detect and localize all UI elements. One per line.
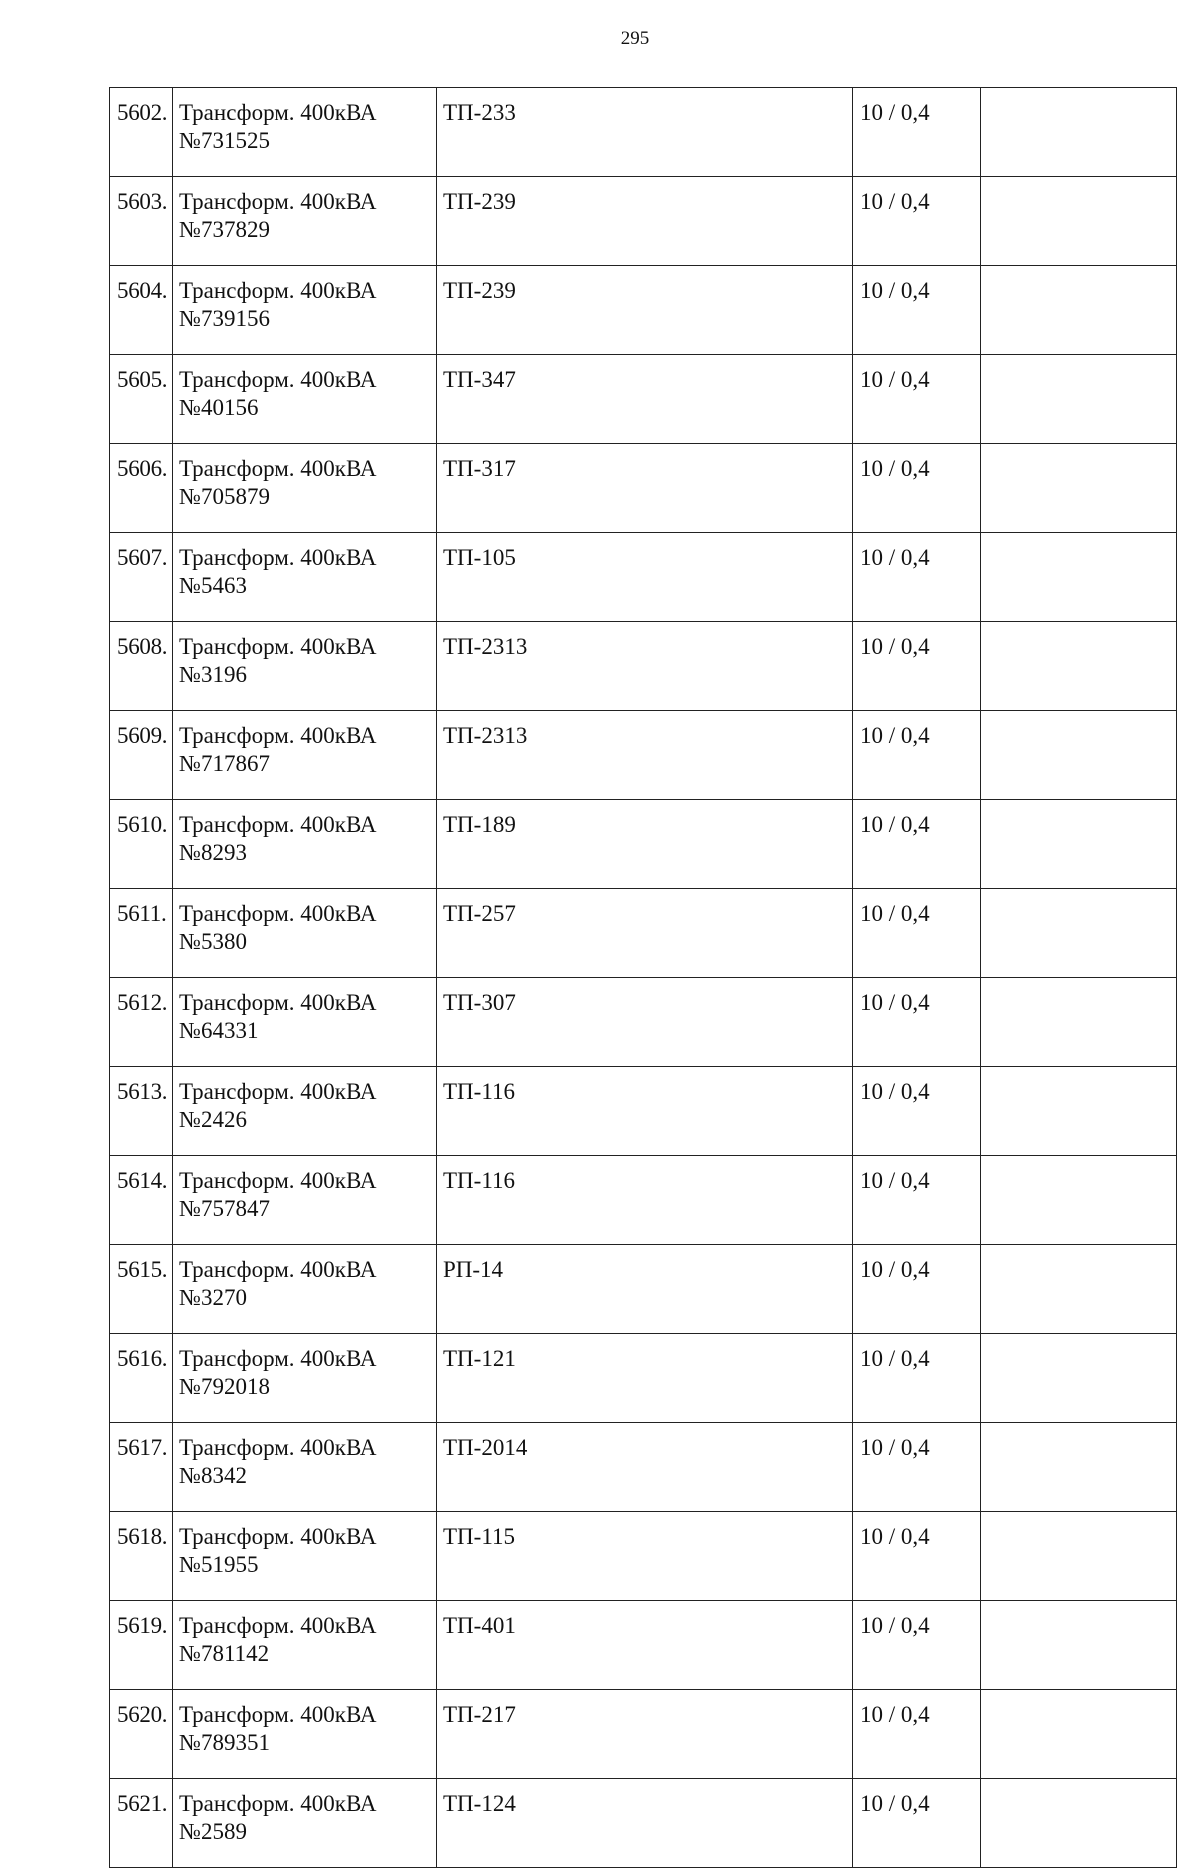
equipment-name: Трансформ. 400кВА — [179, 1079, 377, 1104]
row-number: 5616. — [117, 1346, 168, 1371]
location: ТП-121 — [443, 1346, 516, 1371]
table-row — [110, 1156, 1177, 1245]
equipment-serial: №8293 — [179, 840, 247, 865]
voltage-cell — [853, 1423, 981, 1512]
row-number: 5619. — [117, 1613, 168, 1638]
location-cell — [437, 533, 853, 622]
location: ТП-116 — [443, 1079, 515, 1104]
equipment-name-cell — [173, 1067, 437, 1156]
voltage: 10 / 0,4 — [860, 723, 930, 748]
table-row — [110, 533, 1177, 622]
empty-cell — [981, 266, 1177, 355]
equipment-serial: №5463 — [179, 573, 247, 598]
voltage: 10 / 0,4 — [860, 901, 930, 926]
location: ТП-115 — [443, 1524, 515, 1549]
equipment-name: Трансформ. 400кВА — [179, 1435, 377, 1460]
equipment-name: Трансформ. 400кВА — [179, 1346, 377, 1371]
equipment-name-cell — [173, 711, 437, 800]
empty-cell — [981, 1423, 1177, 1512]
row-number: 5620. — [117, 1702, 168, 1727]
row-number-cell — [110, 444, 173, 533]
location: ТП-2014 — [443, 1435, 528, 1460]
equipment-serial: №737829 — [179, 217, 270, 242]
row-number: 5617. — [117, 1435, 168, 1460]
equipment-name: Трансформ. 400кВА — [179, 189, 377, 214]
row-number: 5611. — [117, 901, 167, 926]
equipment-name: Трансформ. 400кВА — [179, 278, 377, 303]
row-number-cell — [110, 1245, 173, 1334]
table-row — [110, 355, 1177, 444]
voltage-cell — [853, 533, 981, 622]
equipment-serial: №51955 — [179, 1552, 259, 1577]
empty-cell — [981, 1690, 1177, 1779]
voltage: 10 / 0,4 — [860, 1168, 930, 1193]
row-number-cell — [110, 1512, 173, 1601]
equipment-name: Трансформ. 400кВА — [179, 1613, 377, 1638]
voltage-cell — [853, 889, 981, 978]
row-number: 5606. — [117, 456, 168, 481]
equipment-name: Трансформ. 400кВА — [179, 723, 377, 748]
location: ТП-307 — [443, 990, 516, 1015]
equipment-name: Трансформ. 400кВА — [179, 1791, 377, 1816]
table-row — [110, 978, 1177, 1067]
row-number: 5602. — [117, 100, 168, 125]
table-row — [110, 1690, 1177, 1779]
location: ТП-189 — [443, 812, 516, 837]
location: ТП-217 — [443, 1702, 516, 1727]
voltage-cell — [853, 1156, 981, 1245]
equipment-name-cell — [173, 1779, 437, 1868]
row-number: 5603. — [117, 189, 168, 214]
location: ТП-2313 — [443, 634, 528, 659]
empty-cell — [981, 622, 1177, 711]
table-body — [110, 88, 1177, 1868]
equipment-name-cell — [173, 1423, 437, 1512]
row-number-cell — [110, 1067, 173, 1156]
voltage: 10 / 0,4 — [860, 1791, 930, 1816]
location-cell — [437, 1690, 853, 1779]
equipment-name: Трансформ. 400кВА — [179, 1257, 377, 1282]
empty-cell — [981, 889, 1177, 978]
voltage-cell — [853, 1067, 981, 1156]
location: ТП-239 — [443, 189, 516, 214]
equipment-name-cell — [173, 1245, 437, 1334]
equipment-name-cell — [173, 1601, 437, 1690]
voltage-cell — [853, 444, 981, 533]
row-number: 5610. — [117, 812, 168, 837]
row-number-cell — [110, 355, 173, 444]
voltage-cell — [853, 1334, 981, 1423]
empty-cell — [981, 1245, 1177, 1334]
voltage-cell — [853, 711, 981, 800]
equipment-name-cell — [173, 533, 437, 622]
row-number: 5605. — [117, 367, 168, 392]
voltage-cell — [853, 355, 981, 444]
row-number-cell — [110, 1334, 173, 1423]
row-number-cell — [110, 800, 173, 889]
location-cell — [437, 1601, 853, 1690]
row-number-cell — [110, 177, 173, 266]
voltage: 10 / 0,4 — [860, 1613, 930, 1638]
row-number-cell — [110, 622, 173, 711]
row-number: 5614. — [117, 1168, 168, 1193]
equipment-name: Трансформ. 400кВА — [179, 1168, 377, 1193]
location-cell — [437, 1067, 853, 1156]
equipment-name: Трансформ. 400кВА — [179, 1524, 377, 1549]
equipment-serial: №731525 — [179, 128, 270, 153]
table-row — [110, 1601, 1177, 1690]
empty-cell — [981, 444, 1177, 533]
equipment-name-cell — [173, 1512, 437, 1601]
table-row — [110, 266, 1177, 355]
row-number: 5621. — [117, 1791, 168, 1816]
equipment-name-cell — [173, 444, 437, 533]
voltage-cell — [853, 1512, 981, 1601]
empty-cell — [981, 1512, 1177, 1601]
voltage: 10 / 0,4 — [860, 1435, 930, 1460]
table-row — [110, 1423, 1177, 1512]
empty-cell — [981, 88, 1177, 177]
location: ТП-124 — [443, 1791, 516, 1816]
table-row — [110, 1779, 1177, 1868]
location-cell — [437, 1423, 853, 1512]
location: ТП-233 — [443, 100, 516, 125]
location-cell — [437, 978, 853, 1067]
location: ТП-347 — [443, 367, 516, 392]
equipment-name-cell — [173, 889, 437, 978]
equipment-name: Трансформ. 400кВА — [179, 1702, 377, 1727]
voltage-cell — [853, 1690, 981, 1779]
location-cell — [437, 1334, 853, 1423]
row-number-cell — [110, 1156, 173, 1245]
row-number-cell — [110, 889, 173, 978]
voltage-cell — [853, 266, 981, 355]
equipment-table — [109, 87, 1177, 1868]
row-number: 5607. — [117, 545, 168, 570]
row-number: 5609. — [117, 723, 168, 748]
location: ТП-239 — [443, 278, 516, 303]
voltage: 10 / 0,4 — [860, 189, 930, 214]
location-cell — [437, 1156, 853, 1245]
page-number: 295 — [620, 28, 650, 49]
location-cell — [437, 444, 853, 533]
equipment-name: Трансформ. 400кВА — [179, 545, 377, 570]
location: ТП-257 — [443, 901, 516, 926]
equipment-serial: №757847 — [179, 1196, 270, 1221]
voltage: 10 / 0,4 — [860, 1346, 930, 1371]
empty-cell — [981, 1334, 1177, 1423]
location: ТП-317 — [443, 456, 516, 481]
equipment-name: Трансформ. 400кВА — [179, 990, 377, 1015]
table-row — [110, 1334, 1177, 1423]
equipment-serial: №5380 — [179, 929, 247, 954]
voltage-cell — [853, 622, 981, 711]
equipment-serial: №789351 — [179, 1730, 270, 1755]
location-cell — [437, 889, 853, 978]
empty-cell — [981, 1601, 1177, 1690]
equipment-serial: №3270 — [179, 1285, 247, 1310]
voltage: 10 / 0,4 — [860, 1702, 930, 1727]
location-cell — [437, 711, 853, 800]
empty-cell — [981, 800, 1177, 889]
location-cell — [437, 1512, 853, 1601]
voltage: 10 / 0,4 — [860, 1257, 930, 1282]
row-number: 5615. — [117, 1257, 168, 1282]
voltage: 10 / 0,4 — [860, 545, 930, 570]
equipment-serial: №64331 — [179, 1018, 259, 1043]
voltage: 10 / 0,4 — [860, 1079, 930, 1104]
equipment-name-cell — [173, 978, 437, 1067]
location-cell — [437, 800, 853, 889]
table-row — [110, 88, 1177, 177]
voltage-cell — [853, 1245, 981, 1334]
location: РП-14 — [443, 1257, 504, 1282]
voltage: 10 / 0,4 — [860, 634, 930, 659]
row-number: 5613. — [117, 1079, 168, 1104]
equipment-name: Трансформ. 400кВА — [179, 901, 377, 926]
equipment-serial: №705879 — [179, 484, 270, 509]
equipment-name-cell — [173, 88, 437, 177]
table-row — [110, 1067, 1177, 1156]
location: ТП-116 — [443, 1168, 515, 1193]
row-number-cell — [110, 1423, 173, 1512]
equipment-serial: №8342 — [179, 1463, 247, 1488]
location-cell — [437, 622, 853, 711]
voltage: 10 / 0,4 — [860, 100, 930, 125]
equipment-name-cell — [173, 1690, 437, 1779]
location-cell — [437, 355, 853, 444]
row-number-cell — [110, 88, 173, 177]
voltage-cell — [853, 88, 981, 177]
location-cell — [437, 88, 853, 177]
row-number: 5612. — [117, 990, 168, 1015]
equipment-serial: №739156 — [179, 306, 270, 331]
equipment-name-cell — [173, 266, 437, 355]
equipment-name: Трансформ. 400кВА — [179, 812, 377, 837]
voltage: 10 / 0,4 — [860, 1524, 930, 1549]
voltage: 10 / 0,4 — [860, 812, 930, 837]
equipment-name-cell — [173, 1156, 437, 1245]
row-number: 5618. — [117, 1524, 168, 1549]
location-cell — [437, 1245, 853, 1334]
location: ТП-105 — [443, 545, 516, 570]
voltage-cell — [853, 177, 981, 266]
equipment-serial: №792018 — [179, 1374, 270, 1399]
table-row — [110, 622, 1177, 711]
location-cell — [437, 177, 853, 266]
table-row — [110, 1512, 1177, 1601]
voltage-cell — [853, 978, 981, 1067]
equipment-name: Трансформ. 400кВА — [179, 456, 377, 481]
row-number: 5604. — [117, 278, 168, 303]
empty-cell — [981, 711, 1177, 800]
row-number-cell — [110, 978, 173, 1067]
empty-cell — [981, 978, 1177, 1067]
empty-cell — [981, 355, 1177, 444]
voltage: 10 / 0,4 — [860, 278, 930, 303]
voltage: 10 / 0,4 — [860, 990, 930, 1015]
row-number-cell — [110, 711, 173, 800]
equipment-serial: №2589 — [179, 1819, 247, 1844]
table-row — [110, 177, 1177, 266]
equipment-serial: №3196 — [179, 662, 247, 687]
location: ТП-401 — [443, 1613, 516, 1638]
row-number: 5608. — [117, 634, 168, 659]
equipment-name: Трансформ. 400кВА — [179, 634, 377, 659]
empty-cell — [981, 1156, 1177, 1245]
equipment-serial: №2426 — [179, 1107, 247, 1132]
empty-cell — [981, 533, 1177, 622]
equipment-serial: №781142 — [179, 1641, 270, 1666]
equipment-serial: №40156 — [179, 395, 259, 420]
empty-cell — [981, 1067, 1177, 1156]
location-cell — [437, 1779, 853, 1868]
table-row — [110, 889, 1177, 978]
equipment-name-cell — [173, 1334, 437, 1423]
location-cell — [437, 266, 853, 355]
equipment-name: Трансформ. 400кВА — [179, 367, 377, 392]
row-number-cell — [110, 1690, 173, 1779]
table-row — [110, 800, 1177, 889]
equipment-name-cell — [173, 177, 437, 266]
equipment-name-cell — [173, 622, 437, 711]
voltage-cell — [853, 1601, 981, 1690]
table-row — [110, 1245, 1177, 1334]
equipment-serial: №717867 — [179, 751, 270, 776]
table-row — [110, 444, 1177, 533]
row-number-cell — [110, 266, 173, 355]
voltage-cell — [853, 800, 981, 889]
empty-cell — [981, 177, 1177, 266]
table-row — [110, 711, 1177, 800]
empty-cell — [981, 1779, 1177, 1868]
row-number-cell — [110, 533, 173, 622]
row-number-cell — [110, 1779, 173, 1868]
row-number-cell — [110, 1601, 173, 1690]
voltage-cell — [853, 1779, 981, 1868]
voltage: 10 / 0,4 — [860, 456, 930, 481]
equipment-name-cell — [173, 355, 437, 444]
voltage: 10 / 0,4 — [860, 367, 930, 392]
equipment-name-cell — [173, 800, 437, 889]
equipment-name: Трансформ. 400кВА — [179, 100, 377, 125]
location: ТП-2313 — [443, 723, 528, 748]
